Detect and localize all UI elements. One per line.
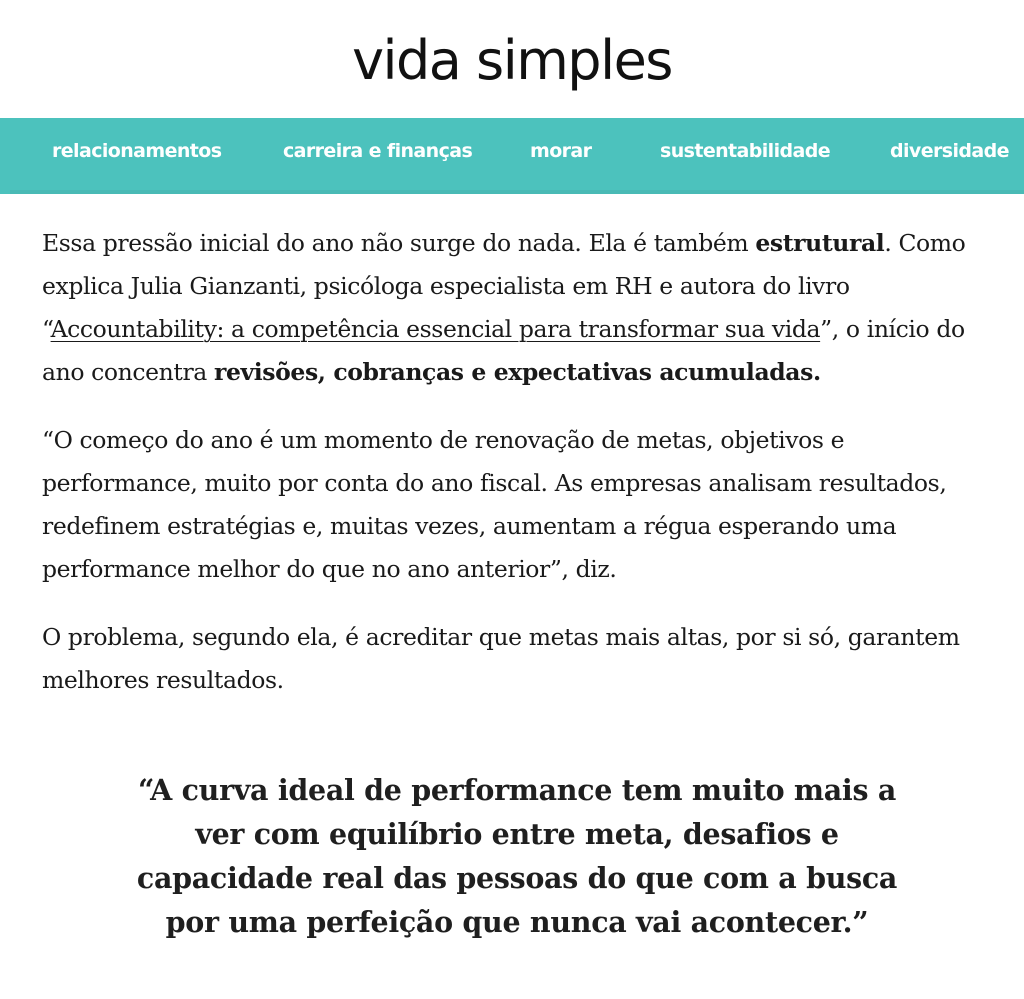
- emphasis-text: estrutural: [755, 229, 885, 257]
- emphasis-text: revisões, cobranças e expectativas acumuladas.: [213, 358, 821, 386]
- article-paragraph: O problema, segundo ela, é acreditar que metas mais altas, por si só, garantem melhores resultados.: [42, 623, 960, 694]
- category-nav: [0, 118, 1024, 194]
- site-logo[interactable]: vida simples: [352, 28, 672, 92]
- book-title-link[interactable]: Accountability: a competência essencial para transformar sua vida: [50, 315, 821, 343]
- article-body: [42, 222, 1002, 727]
- nav-item-relacionamentos[interactable]: relacionamentos: [52, 140, 222, 162]
- article-paragraph: Essa pressão inicial do ano não surge do nada. Ela é também estrutural. Como explica Julia Gianzanti, psicóloga especialista em RH e autora do livro “Accountability: a competência essencial para transformar sua vida”, o início do ano concentra revisões, cobranças e expectativas acumuladas.: [42, 229, 966, 386]
- nav-item-carreira-e-financas[interactable]: carreira e finanças: [283, 140, 473, 162]
- article-paragraph: “O começo do ano é um momento de renovação de metas, objetivos e performance, muito por conta do ano fiscal. As empresas analisam resultados, redefinem estratégias e, muitas vezes, aumentam a régua esperando uma performance melhor do que no ano anterior”, diz.: [42, 426, 947, 583]
- nav-item-morar[interactable]: morar: [530, 140, 592, 162]
- nav-shadow-corner: [0, 180, 10, 194]
- site-header: [0, 0, 1024, 118]
- nav-item-sustentabilidade[interactable]: sustentabilidade: [660, 140, 830, 162]
- pull-quote: “A curva ideal de performance tem muito mais a ver com equilíbrio entre meta, desafios e capacidade real das pessoas do que com a busca por uma perfeição que nunca vai acontecer.”: [136, 773, 898, 939]
- nav-item-diversidade[interactable]: diversidade: [890, 140, 1009, 162]
